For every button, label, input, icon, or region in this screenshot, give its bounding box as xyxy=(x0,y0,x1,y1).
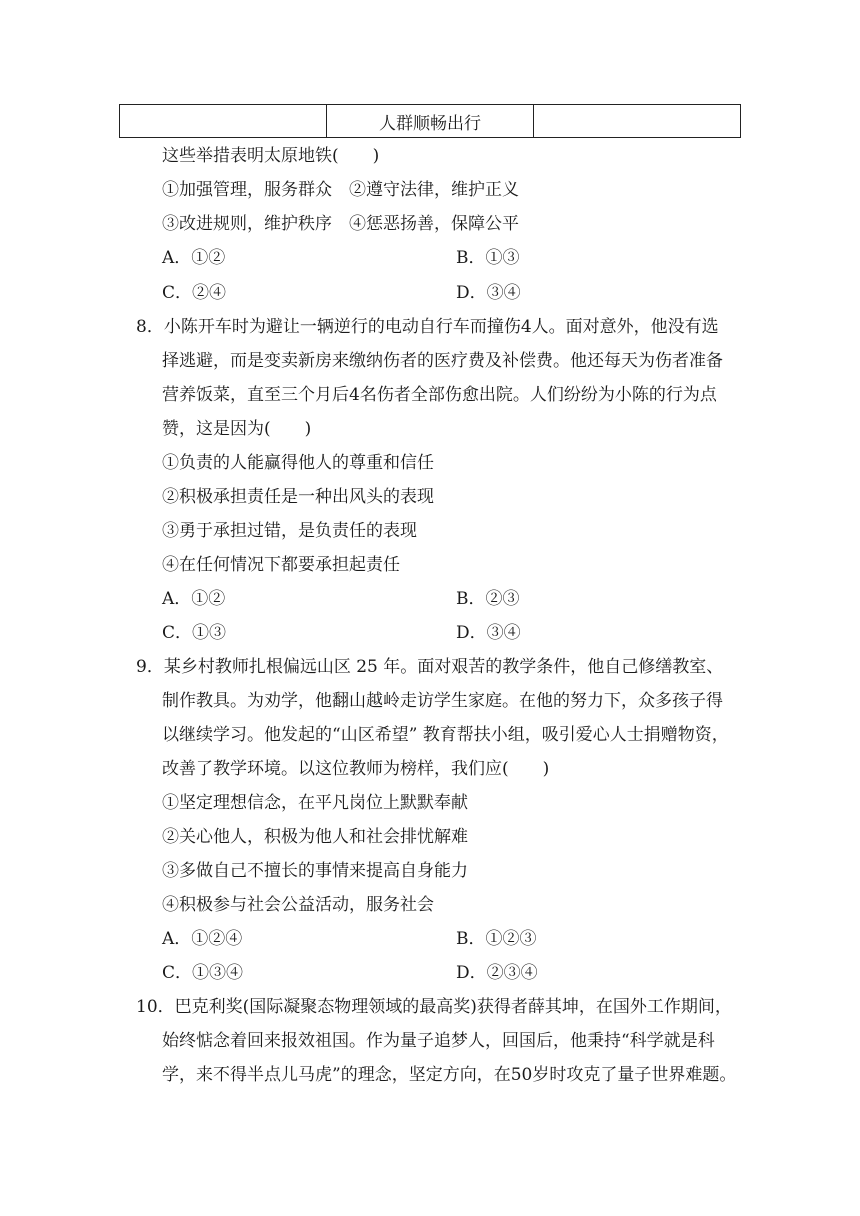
q10-stem-line: 10．巴克利奖(国际凝聚态物理领域的最高奖)获得者薛其坤，在国外工作期间， xyxy=(136,997,732,1017)
q10-stem-line: 学，来不得半点儿马虎”的理念，坚定方向，在50岁时攻克了量子世界难题。 xyxy=(162,1065,737,1085)
q9-stem-line: 制作教具。为劝学，他翻山越岭走访学生家庭。在他的努力下，众多孩子得 xyxy=(162,691,723,711)
q8-statement: ②积极承担责任是一种出风头的表现 xyxy=(162,487,434,507)
q8-option-a: A．①② xyxy=(162,589,226,609)
q9-statement: ③多做自己不擅长的事情来提高自身能力 xyxy=(162,861,468,881)
q8-statement: ①负责的人能赢得他人的尊重和信任 xyxy=(162,453,434,473)
q7-option-c: C．②④ xyxy=(162,283,227,303)
q7-option-b: B．①③ xyxy=(456,248,520,268)
table-cell: 人群顺畅出行 xyxy=(327,105,534,138)
q9-statement: ①坚定理想信念，在平凡岗位上默默奉献 xyxy=(162,793,468,813)
q7-statement: ①加强管理，服务群众 ②遵守法律，维护正义 xyxy=(162,180,519,200)
table-cell xyxy=(120,105,327,138)
q9-option-d: D．②③④ xyxy=(456,963,538,983)
q9-statement: ④积极参与社会公益活动，服务社会 xyxy=(162,895,434,915)
q8-stem-line: 赞，这是因为( ) xyxy=(162,419,312,439)
q9-stem-line: 改善了教学环境。以这位教师为榜样，我们应( ) xyxy=(162,759,550,779)
q9-option-c: C．①③④ xyxy=(162,963,244,983)
table-cell xyxy=(534,105,741,138)
q8-option-d: D．③④ xyxy=(456,623,521,643)
q7-option-a: A．①② xyxy=(162,248,226,268)
q9-option-a: A．①②④ xyxy=(162,929,243,949)
q9-statement: ②关心他人，积极为他人和社会排忧解难 xyxy=(162,827,468,847)
q7-option-d: D．③④ xyxy=(456,283,521,303)
q8-stem-line: 营养饭菜，直至三个月后4名伤者全部伤愈出院。人们纷纷为小陈的行为点 xyxy=(162,385,717,405)
table-row xyxy=(120,105,741,138)
q8-option-c: C．①③ xyxy=(162,623,227,643)
q9-option-b: B．①②③ xyxy=(456,929,537,949)
q10-stem-line: 始终惦念着回来报效祖国。作为量子追梦人，回国后，他秉持“科学就是科 xyxy=(162,1031,715,1051)
q8-statement: ③勇于承担过错，是负责任的表现 xyxy=(162,521,417,541)
q7-stem: 这些举措表明太原地铁( ) xyxy=(162,146,380,166)
q8-statement: ④在任何情况下都要承担起责任 xyxy=(162,555,400,575)
q8-option-b: B．②③ xyxy=(456,589,520,609)
q9-stem-line: 以继续学习。他发起的“山区希望” 教育帮扶小组，吸引爱心人士捐赠物资， xyxy=(162,725,729,745)
q8-stem-line: 择逃避，而是变卖新房来缴纳伤者的医疗费及补偿费。他还每天为伤者准备 xyxy=(162,351,723,371)
q8-stem-line: 8．小陈开车时为避让一辆逆行的电动自行车而撞伤4人。面对意外，他没有选 xyxy=(136,317,719,337)
table-fragment xyxy=(119,104,741,138)
q7-statement: ③改进规则，维护秩序 ④惩恶扬善，保障公平 xyxy=(162,214,519,234)
q9-stem-line: 9．某乡村教师扎根偏远山区 25 年。面对艰苦的教学条件，他自己修缮教室、 xyxy=(136,657,724,677)
